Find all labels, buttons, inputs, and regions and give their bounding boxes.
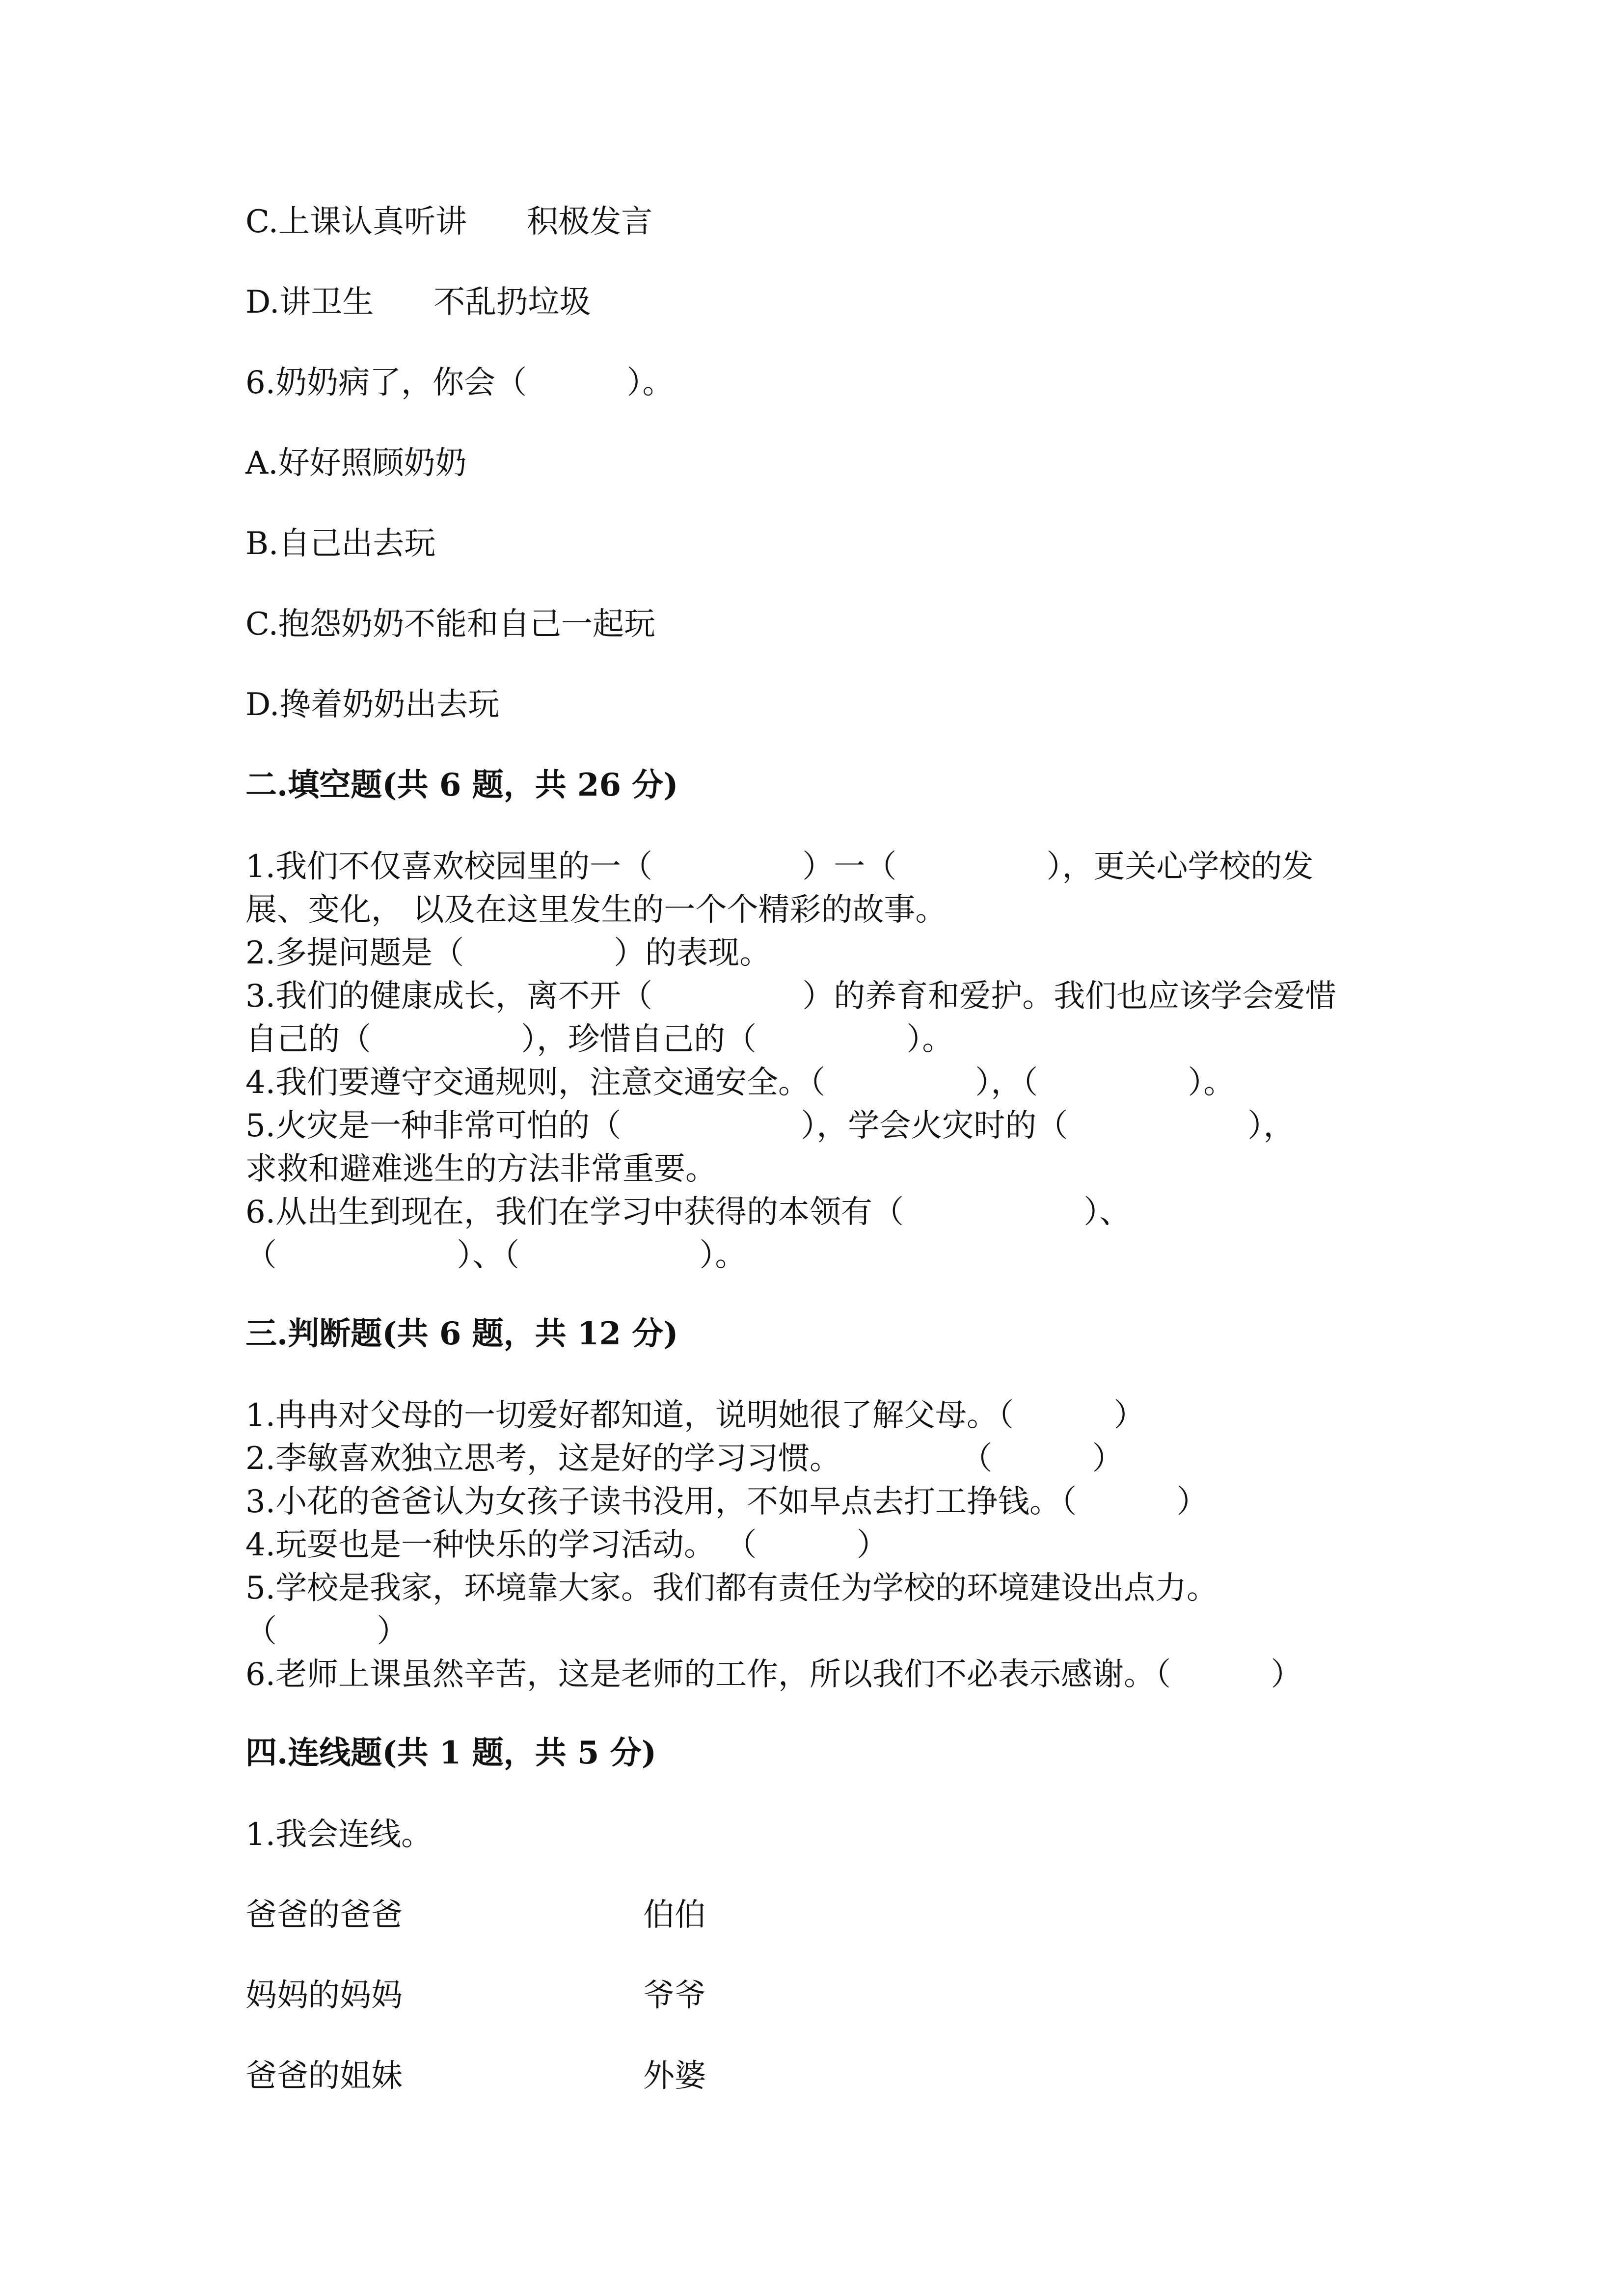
fill-blank-line: 2.多提问题是（ ）的表现。 <box>245 935 771 971</box>
true-false-line: 3.小花的爸爸认为女孩子读书没用，不如早点去打工挣钱。（ ） <box>245 1484 1208 1520</box>
fill-blank-line: （ ）、（ ）。 <box>245 1237 747 1274</box>
matching-left-item: 爸爸的姐妹 <box>245 2058 403 2094</box>
q5-option-c: C.上课认真听讲 积极发言 <box>245 204 653 240</box>
section-title-true-false: 三.判断题(共 6 题，共 12 分) <box>245 1315 678 1352</box>
matching-right-item: 伯伯 <box>643 1897 706 1933</box>
q6-stem: 6.奶奶病了，你会（ ）。 <box>245 365 674 401</box>
true-false-line: （ ） <box>245 1613 408 1650</box>
true-false-line: 1.冉冉对父母的一切爱好都知道，说明她很了解父母。（ ） <box>245 1397 1145 1434</box>
true-false-line: 2.李敏喜欢独立思考，这是好的学习习惯。 （ ） <box>245 1441 1124 1477</box>
true-false-line: 6.老师上课虽然辛苦，这是老师的工作，所以我们不必表示感谢。（ ） <box>245 1656 1302 1693</box>
fill-blank-line: 求救和避难逃生的方法非常重要。 <box>245 1151 717 1187</box>
q6-option-b: B.自己出去玩 <box>245 526 436 562</box>
fill-blank-line: 5.火灾是一种非常可怕的（ ），学会火灾时的（ ）， <box>245 1108 1295 1144</box>
matching-right-item: 外婆 <box>643 2058 706 2094</box>
true-false-line: 5.学校是我家，环境靠大家。我们都有责任为学校的环境建设出点力。 <box>245 1570 1218 1606</box>
q6-option-d: D.搀着奶奶出去玩 <box>245 687 500 723</box>
matching-right-item: 爷爷 <box>643 1977 706 2014</box>
section-title-matching: 四.连线题(共 1 题，共 5 分) <box>245 1735 657 1771</box>
q6-option-a: A.好好照顾奶奶 <box>245 445 467 481</box>
true-false-line: 4.玩耍也是一种快乐的学习活动。 （ ） <box>245 1527 888 1563</box>
q5-option-d: D.讲卫生 不乱扔垃圾 <box>245 284 591 320</box>
fill-blank-line: 1.我们不仅喜欢校园里的一（ ）一（ ），更关心学校的发 <box>245 849 1314 885</box>
section-title-fill-blank: 二.填空题(共 6 题，共 26 分) <box>245 767 678 803</box>
fill-blank-line: 自己的（ ），珍惜自己的（ ）。 <box>245 1021 954 1058</box>
matching-left-item: 妈妈的妈妈 <box>245 1977 403 2014</box>
matching-left-item: 爸爸的爸爸 <box>245 1897 403 1933</box>
fill-blank-line: 6.从出生到现在，我们在学习中获得的本领有（ ）、 <box>245 1194 1131 1230</box>
fill-blank-line: 展、变化， 以及在这里发生的一个个精彩的故事。 <box>245 892 947 928</box>
fill-blank-line: 4.我们要遵守交通规则，注意交通安全。（ ），（ ）。 <box>245 1065 1235 1101</box>
matching-stem: 1.我会连线。 <box>245 1816 433 1853</box>
fill-blank-line: 3.我们的健康成长，离不开（ ）的养育和爱护。我们也应该学会爱惜 <box>245 978 1337 1015</box>
q6-option-c: C.抱怨奶奶不能和自己一起玩 <box>245 606 656 642</box>
